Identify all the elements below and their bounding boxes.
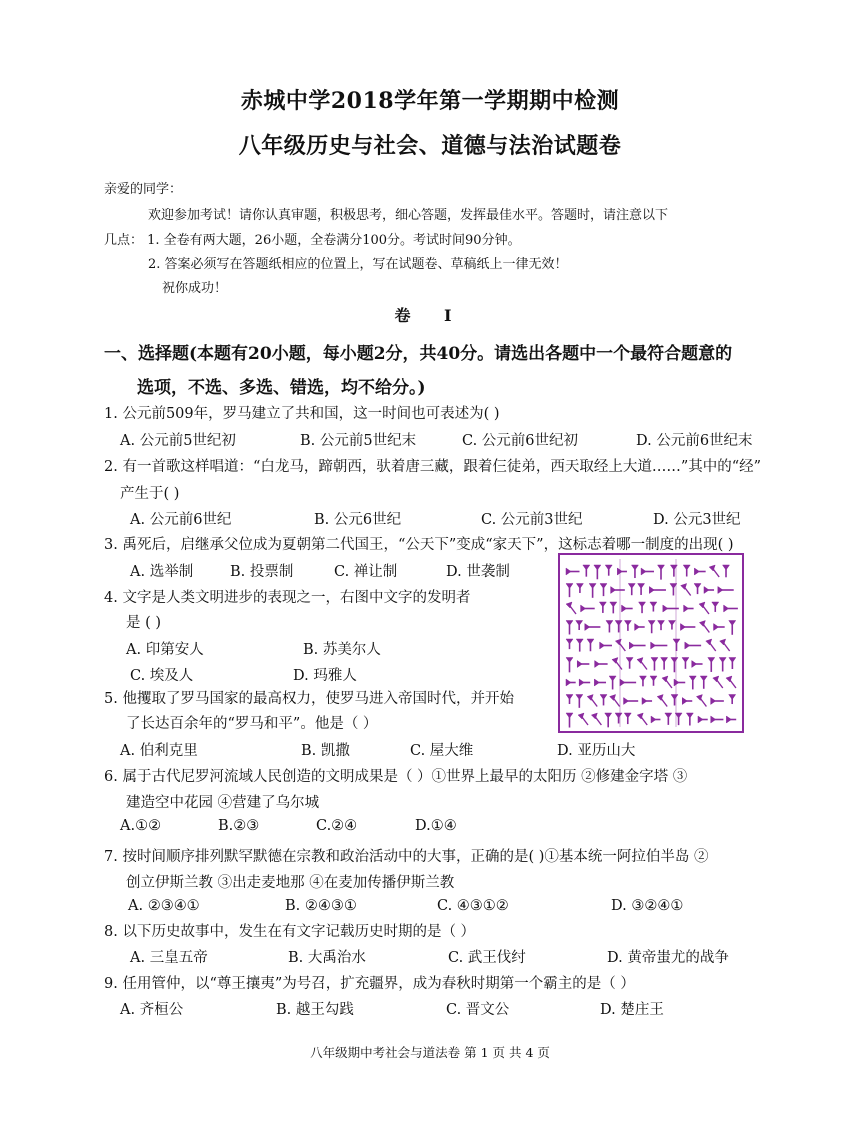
q8-option-b: B. 大禹治水 [288,950,366,966]
q1-option-d: D. 公元前6世纪末 [636,433,753,449]
q7-option-c: C. ④③①② [437,898,509,914]
question-7-stem-line-1: 7. 按时间顺序排列默罕默德在宗教和政治活动中的大事，正确的是( )①基本统一阿拉伯半岛 ② [104,849,709,865]
cuneiform-tablet-image [558,553,744,733]
q8-option-c: C. 武王伐纣 [448,950,526,966]
question-4-stem-line-2: 是 ( ) [126,615,162,631]
q1-option-b: B. 公元前5世纪末 [300,433,417,449]
intro-line-2: 几点： 1. 全卷有两大题，26小题，全卷满分100分。考试时间90分钟。 [104,233,521,248]
question-6-stem-line-1: 6. 属于古代尼罗河流域人民创造的文明成果是（ ）①世界上最早的太阳历 ②修建金字塔 ③ [104,769,688,785]
question-1-stem: 1. 公元前509年，罗马建立了共和国，这一时间也可表述为( ) [104,406,500,422]
volume-label: 卷 I [394,306,466,325]
q5-option-c: C. 屋大维 [410,743,474,759]
q6-option-a: A.①② [120,818,162,834]
question-2-stem-line-2: 产生于( ) [120,486,180,502]
greeting: 亲爱的同学： [104,182,183,197]
q6-option-c: C.②④ [316,818,358,834]
q5-option-a: A. 伯利克里 [120,743,198,759]
q4-option-d: D. 玛雅人 [293,668,357,684]
q1-option-a: A. 公元前5世纪初 [120,433,236,449]
exam-subtitle: 八年级历史与社会、道德与法治试题卷 [238,133,622,159]
q9-option-d: D. 楚庄王 [600,1002,664,1018]
q4-option-b: B. 苏美尔人 [303,642,381,658]
q5-option-d: D. 亚历山大 [557,743,636,759]
intro-line-3: 2. 答案必须写在答题纸相应的位置上，写在试题卷、草稿纸上一律无效！ [148,257,568,272]
question-6-stem-line-2: 建造空中花园 ④营建了乌尔城 [126,795,320,811]
question-3-stem: 3. 禹死后，启继承父位成为夏朝第二代国王，“公天下”变成“家天下”，这标志着哪一制度的出现( ) [104,537,734,553]
q2-option-b: B. 公元6世纪 [314,512,402,528]
q7-option-b: B. ②④③① [285,898,357,914]
q1-option-c: C. 公元前6世纪初 [462,433,579,449]
section-heading-line-2: 选项，不选、多选、错选，均不给分。) [137,378,426,398]
q3-option-a: A. 选举制 [130,564,194,580]
q3-option-b: B. 投票制 [230,564,294,580]
q7-option-a: A. ②③④① [128,898,200,914]
q9-option-c: C. 晋文公 [446,1002,510,1018]
q6-option-b: B.②③ [218,818,260,834]
question-7-stem-line-2: 创立伊斯兰教 ③出走麦地那 ④在麦加传播伊斯兰教 [126,875,455,891]
q6-option-d: D.①④ [415,818,457,834]
question-5-stem-line-1: 5. 他攫取了罗马国家的最高权力，使罗马进入帝国时代，并开始 [104,691,514,707]
q9-option-b: B. 越王勾践 [276,1002,354,1018]
question-5-stem-line-2: 了长达百余年的“罗马和平”。他是（ ） [126,716,378,732]
q5-option-b: B. 凯撒 [301,743,350,759]
q2-option-d: D. 公元3世纪 [653,512,741,528]
question-4-stem-line-1: 4. 文字是人类文明进步的表现之一，右图中文字的发明者 [104,590,471,606]
q2-option-c: C. 公元前3世纪 [481,512,583,528]
q2-option-a: A. 公元前6世纪 [130,512,232,528]
q3-option-c: C. 禅让制 [334,564,398,580]
q4-option-c: C. 埃及人 [130,668,194,684]
exam-title: 赤城中学2018学年第一学期期中检测 [240,88,620,114]
q7-option-d: D. ③②④① [611,898,684,914]
page-footer: 八年级期中考社会与道法卷 第 1 页 共 4 页 [310,1045,550,1060]
intro-line-4: 祝你成功！ [162,281,228,296]
q4-option-a: A. 印第安人 [126,642,204,658]
q8-option-d: D. 黄帝蚩尤的战争 [607,950,729,966]
section-heading-line-1: 一、选择题(本题有20小题，每小题2分，共40分。请选出各题中一个最符合题意的 [104,344,733,364]
question-9-stem: 9. 任用管仲，以“尊王攘夷”为号召，扩充疆界，成为春秋时期第一个霸主的是（ ） [104,976,635,992]
question-2-stem-line-1: 2. 有一首歌这样唱道：“白龙马，蹄朝西，驮着唐三藏，跟着仨徒弟，西天取经上大道……”其中的“经” [104,459,762,475]
q8-option-a: A. 三皇五帝 [130,950,208,966]
q9-option-a: A. 齐桓公 [120,1002,184,1018]
intro-line-1: 欢迎参加考试！请你认真审题，积极思考，细心答题，发挥最佳水平。答题时，请注意以下 [148,208,669,223]
q3-option-d: D. 世袭制 [446,564,510,580]
question-8-stem: 8. 以下历史故事中，发生在有文字记载历史时期的是（ ） [104,924,476,940]
